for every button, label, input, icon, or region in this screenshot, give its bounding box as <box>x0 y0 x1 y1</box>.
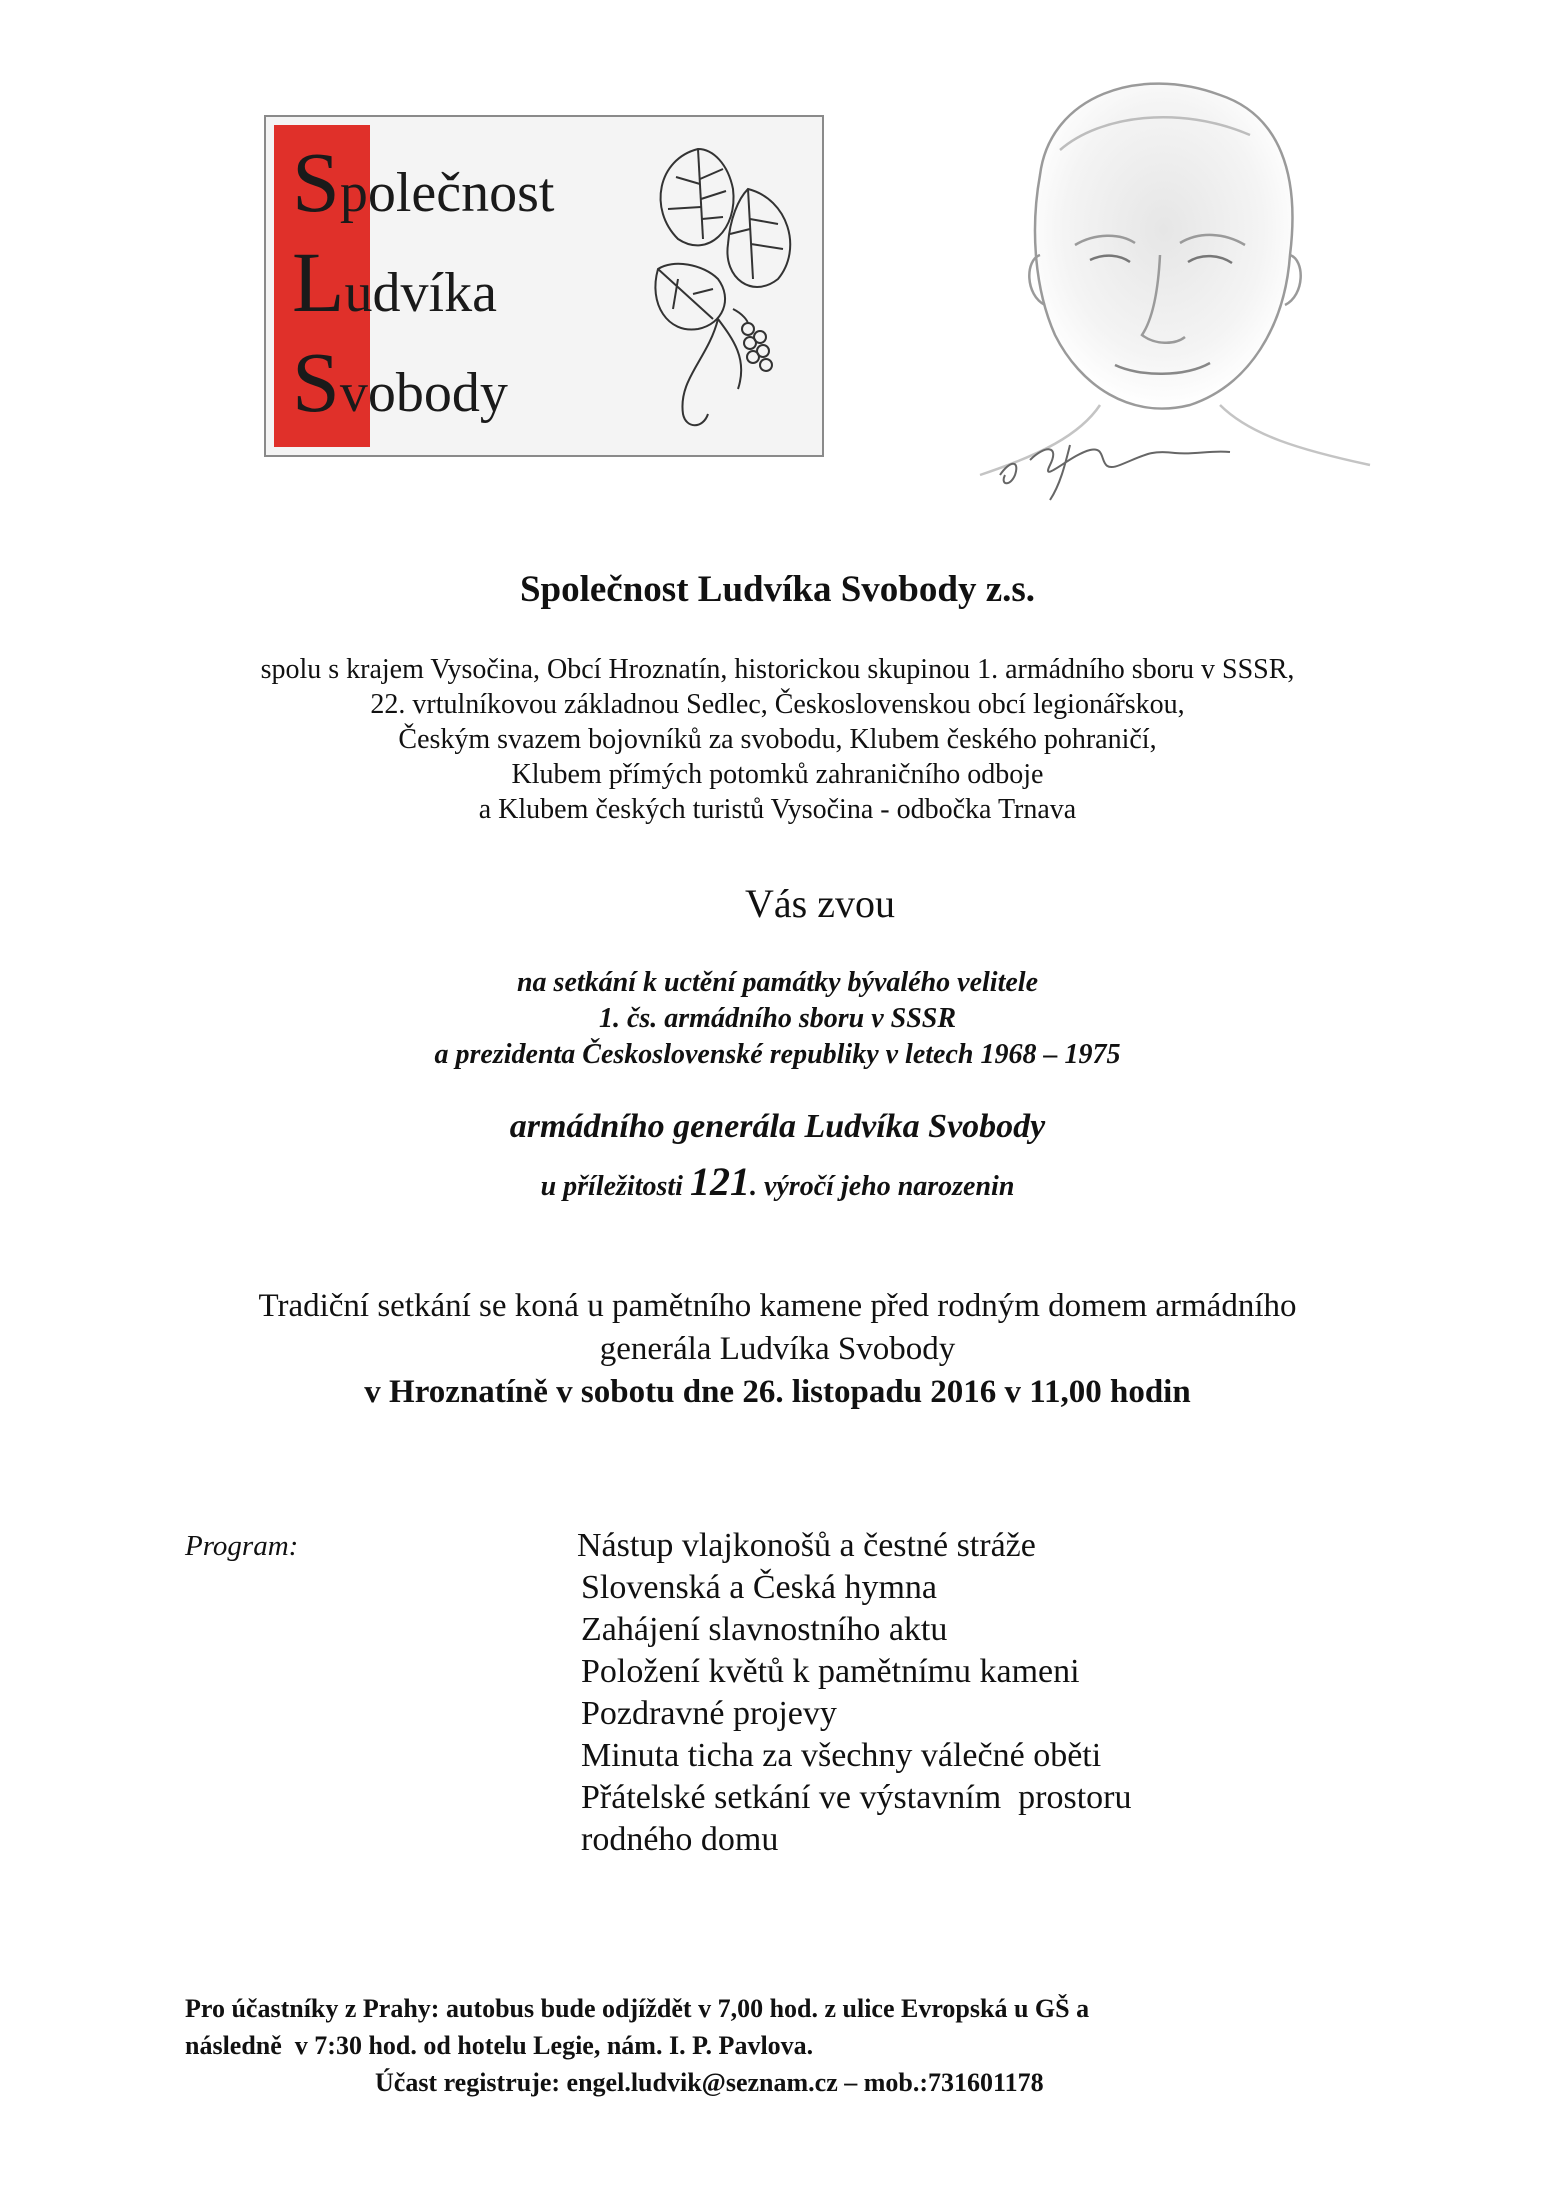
program-item: Položení květů k pamětnímu kameni <box>581 1653 1080 1690</box>
place-date-time: v Hroznatíně v sobotu dne 26. listopadu 2016 v 11,00 hodin <box>364 1374 1191 1410</box>
program-item: Minuta ticha za všechny válečné oběti <box>581 1737 1102 1774</box>
footer-transport-info <box>185 1990 1385 2101</box>
invite-heading: Vás zvou <box>745 881 895 926</box>
honor-line: na setkání k uctění památky bývalého velitele <box>516 967 1039 998</box>
place-line-2: generála Ludvíka Svobody <box>599 1331 956 1367</box>
place-line-1: Tradiční setkání se koná u pamětního kamene před rodným domem armádního <box>258 1288 1297 1324</box>
partners-block <box>0 652 1555 827</box>
program-label: Program: <box>185 1530 299 1562</box>
program-list <box>577 1525 1132 1861</box>
occasion-before: u příležitosti <box>540 1171 683 1202</box>
partners-line: a Klubem českých turistů Vysočina - odbočka Trnava <box>478 794 1077 825</box>
general-name: armádního generála Ludvíka Svobody <box>509 1108 1046 1145</box>
occasion-after: . výročí jeho narozenin <box>749 1171 1015 1202</box>
honor-block <box>0 965 1555 1073</box>
honor-line: a prezidenta Československé republiky v letech 1968 – 1975 <box>434 1039 1121 1070</box>
general-portrait-sketch <box>920 55 1390 520</box>
footer-line-1: Pro účastníky z Prahy: autobus bude odjíždět v 7,00 hod. z ulice Evropská u GŠ a <box>185 1994 1090 2023</box>
logo-word-2: udvíka <box>344 262 497 324</box>
organization-logo <box>264 115 824 457</box>
logo-letter-3: S <box>292 334 340 430</box>
partners-line: Českým svazem bojovníků za svobodu, Klubem českého pohraničí, <box>398 724 1157 755</box>
logo-line-2 <box>292 234 497 330</box>
linden-leaves-icon <box>638 129 808 439</box>
partners-line: 22. vrtulníkovou základnou Sedlec, Československou obcí legionářskou, <box>370 689 1185 720</box>
registration-contact: Účast registruje: engel.ludvik@seznam.cz – mob.:731601178 <box>375 2068 1044 2097</box>
logo-word-1: polečnost <box>339 162 555 224</box>
program-item: Přátelské setkání ve výstavním prostoru <box>581 1779 1132 1816</box>
logo-word-3: vobody <box>339 362 508 424</box>
program-item: rodného domu <box>581 1821 779 1858</box>
program-item: Zahájení slavnostního aktu <box>581 1611 948 1648</box>
honor-line: 1. čs. armádního sboru v SSSR <box>598 1003 957 1034</box>
program-item: Pozdravné projevy <box>581 1695 837 1732</box>
anniversary-number: 121 <box>689 1159 750 1204</box>
logo-line-1 <box>292 134 555 230</box>
occasion-line <box>0 1158 1555 1205</box>
program-item: Nástup vlajkonošů a čestné stráže <box>577 1527 1036 1564</box>
logo-letter-2: L <box>292 234 345 330</box>
logo-line-3 <box>292 334 508 430</box>
footer-line-2: následně v 7:30 hod. od hotelu Legie, nám. I. P. Pavlova. <box>185 2031 814 2060</box>
logo-letter-1: S <box>292 134 340 230</box>
partners-line: spolu s krajem Vysočina, Obcí Hroznatín, historickou skupinou 1. armádního sboru v SSSR, <box>260 654 1295 685</box>
program-item: Slovenská a Česká hymna <box>581 1569 937 1606</box>
event-place-block <box>0 1285 1555 1414</box>
page-title: Společnost Ludvíka Svobody z.s. <box>519 569 1036 610</box>
partners-line: Klubem přímých potomků zahraničního odboje <box>511 759 1044 790</box>
